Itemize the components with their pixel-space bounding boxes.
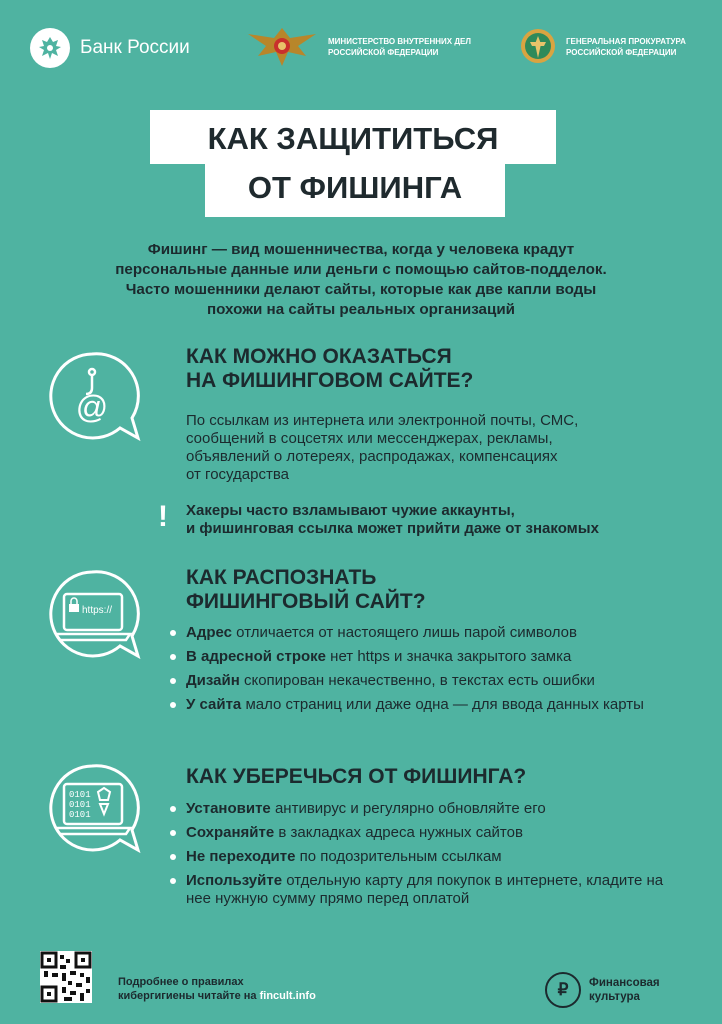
prosecutor-name bbox=[566, 36, 706, 58]
mvd-name-line2: РОССИЙСКОЙ ФЕДЕРАЦИИ bbox=[328, 48, 439, 57]
section2-title-line1: КАК РАСПОЗНАТЬ bbox=[186, 566, 377, 589]
warning-line: Хакеры часто взламывают чужие аккаунты, bbox=[186, 502, 515, 519]
page-title-line1: КАК ЗАЩИТИТЬСЯ bbox=[150, 110, 556, 164]
svg-text:@: @ bbox=[75, 389, 109, 425]
icon-https-text: https:// bbox=[82, 605, 113, 616]
section3-title: КАК УБЕРЕЧЬСЯ ОТ ФИШИНГА? bbox=[186, 765, 527, 788]
mvd-logo bbox=[246, 24, 478, 70]
phishing-hook-icon bbox=[38, 348, 148, 444]
laptop-binary-icon bbox=[38, 760, 148, 856]
footer-line2-prefix: кибергигиены читайте на bbox=[118, 990, 260, 1002]
prosecutor-name-line2: РОССИЙСКОЙ ФЕДЕРАЦИИ bbox=[566, 48, 677, 57]
intro-text bbox=[70, 240, 652, 320]
list-item bbox=[170, 824, 690, 842]
icon-binary-line: 0101 bbox=[69, 810, 91, 820]
item-bold: Адрес bbox=[186, 624, 233, 641]
fin-line2: культура bbox=[589, 991, 640, 1003]
item-bold: Дизайн bbox=[186, 672, 240, 689]
item-text: в закладках адреса нужных сайтов bbox=[274, 824, 523, 841]
list-item bbox=[170, 696, 690, 714]
item-bold: Сохраняйте bbox=[186, 824, 275, 841]
item-text: отдельную карту для покупок в интернете, кладите на нее нужную сумму прямо перед оплатой bbox=[186, 872, 664, 907]
intro-line: Фишинг — вид мошенничества, когда у человека крадут bbox=[147, 241, 575, 258]
item-text: по подозрительным ссылкам bbox=[295, 848, 502, 865]
section1-body bbox=[186, 412, 656, 484]
ruble-icon: ₽ bbox=[545, 972, 581, 1008]
section2-title-line2: ФИШИНГОВЫЙ САЙТ? bbox=[186, 590, 426, 613]
item-text: скопирован некачественно, в текстах есть ошибки bbox=[239, 672, 595, 689]
item-text: мало страниц или даже одна — для ввода данных карты bbox=[241, 696, 644, 713]
section1-title-line1: КАК МОЖНО ОКАЗАТЬСЯ bbox=[186, 345, 452, 368]
bank-name: Банк России bbox=[80, 37, 190, 58]
prosecutor-emblem-icon bbox=[518, 24, 558, 70]
section2-list bbox=[170, 624, 690, 720]
prosecutor-name-line1: ГЕНЕРАЛЬНАЯ ПРОКУРАТУРА bbox=[566, 37, 686, 46]
warning-line: и фишинговая ссылка может прийти даже от знакомых bbox=[186, 520, 599, 537]
intro-line: Часто мошенники делают сайты, которые как две капли воды bbox=[125, 281, 597, 298]
qr-code[interactable] bbox=[40, 951, 92, 1003]
item-bold: В адресной строке bbox=[186, 648, 326, 665]
fincult-link[interactable]: fincult.info bbox=[259, 990, 316, 1002]
item-text: нет https и значка закрытого замка bbox=[326, 648, 572, 665]
item-bold: Используйте bbox=[186, 872, 283, 889]
mvd-emblem-icon bbox=[246, 24, 318, 70]
icon-binary-line: 0101 bbox=[69, 800, 91, 810]
list-item bbox=[170, 624, 690, 642]
financial-culture-logo bbox=[545, 972, 660, 1008]
financial-culture-name bbox=[589, 976, 660, 1004]
section1-title bbox=[186, 345, 586, 393]
item-text: антивирус и регулярно обновляйте его bbox=[270, 800, 546, 817]
footer-line1: Подробнее о правилах bbox=[118, 976, 244, 988]
header bbox=[0, 0, 722, 100]
section3-list bbox=[170, 800, 690, 914]
bank-of-russia-logo bbox=[30, 28, 190, 68]
list-item bbox=[170, 648, 690, 666]
exclamation-icon: ! bbox=[158, 500, 168, 533]
item-text: отличается от настоящего лишь парой символов bbox=[232, 624, 577, 641]
warning-text bbox=[186, 502, 666, 538]
fin-line1: Финансовая bbox=[589, 977, 660, 989]
footer-line2 bbox=[118, 989, 378, 1003]
item-bold: У сайта bbox=[186, 696, 242, 713]
list-item bbox=[170, 800, 690, 818]
intro-line: персональные данные или деньги с помощью сайтов-подделок. bbox=[115, 261, 607, 278]
mvd-name-line1: МИНИСТЕРСТВО ВНУТРЕННИХ ДЕЛ bbox=[328, 37, 471, 46]
prosecutor-logo bbox=[518, 24, 706, 70]
list-item bbox=[170, 872, 690, 908]
list-item bbox=[170, 848, 690, 866]
footer-text bbox=[118, 975, 378, 1003]
section2-title bbox=[186, 566, 586, 614]
section1-body-line: объявлений о лотереях, распродажах, компенсациях bbox=[186, 448, 558, 465]
page-title-line2: ОТ ФИШИНГА bbox=[205, 163, 505, 217]
section1-title-line2: НА ФИШИНГОВОМ САЙТЕ? bbox=[186, 369, 474, 392]
list-item bbox=[170, 672, 690, 690]
mvd-name bbox=[328, 36, 478, 58]
section1-body-line: от государства bbox=[186, 466, 289, 483]
section1-body-line: По ссылкам из интернета или электронной почты, СМС, bbox=[186, 412, 579, 429]
eagle-icon bbox=[30, 28, 70, 68]
icon-binary-line: 0101 bbox=[69, 790, 91, 800]
section1-body-line: сообщений в соцсетях или мессенджерах, рекламы, bbox=[186, 430, 553, 447]
intro-line: похожи на сайты реальных организаций bbox=[206, 301, 516, 318]
laptop-https-icon bbox=[38, 566, 148, 662]
item-bold: Не переходите bbox=[186, 848, 296, 865]
item-bold: Установите bbox=[186, 800, 271, 817]
